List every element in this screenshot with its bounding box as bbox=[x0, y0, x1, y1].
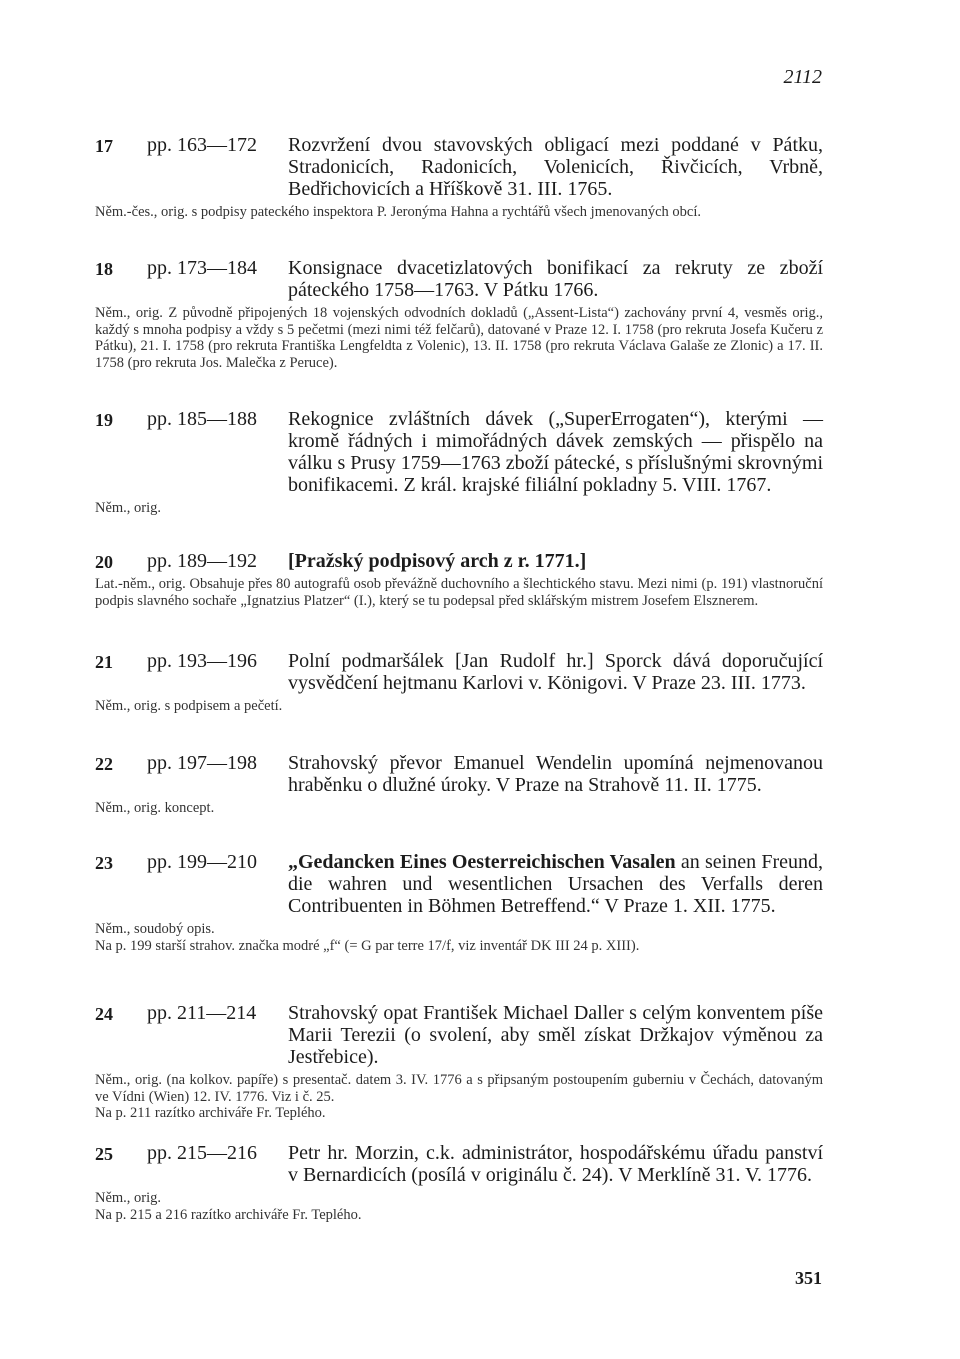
entry-pages: pp. 199—210 bbox=[147, 851, 257, 873]
entry-note: Na p. 199 starší strahov. značka modré „f“ (= G par terre 17/f, viz inventář DK III 24 p. XIII). bbox=[95, 937, 640, 954]
entry-title: „Gedancken Eines Oesterreichischen Vasalen an seinen Freund, die wahren und wesentlichen Ursachen des Verfalls deren Contribuenten in Böhmen Betreffend.“ V Praze 1. XII. 1775. bbox=[288, 851, 823, 917]
entry-note: Něm., orig. koncept. bbox=[95, 800, 215, 816]
entry-17 bbox=[95, 134, 823, 221]
entry-notes bbox=[95, 305, 823, 371]
entry-pages: pp. 197—198 bbox=[147, 752, 257, 774]
entry-pages: pp. 211—214 bbox=[147, 1002, 257, 1024]
header-page-number: 2112 bbox=[783, 66, 822, 88]
entry-18 bbox=[95, 257, 823, 371]
entry-note: Lat.-něm., orig. Obsahuje přes 80 autografů osob převážně duchovního a šlechtického stavu. Mezi nimi (p. 191) vlastnoruční podpis slavného sochaře „Ignatzius Platzer“ (I.), který se tu podepsal před sklářským mistrem Josefem Elsznerem. bbox=[95, 576, 823, 609]
entry-note: Něm., orig. Z původně připojených 18 vojenských odvodních dokladů („Assent-Lista“) zachovány první 4, vesměs orig., každý s mnoha podpisy a vždy s 5 pečetmi (mezi nimi též felčarů), datované v Praze 12. I. 1758 (pro rekruta Josefa Kučeru z Pátku), 21. I. 1758 (pro rekruta Františka Lengfeldta z Volenic), 13. II. 1758 (pro rekruta Václava Galaše ze Zlonic) a 17. II. 1758 (pro rekruta Jos. Malečka z Peruce). bbox=[95, 305, 823, 371]
entry-24 bbox=[95, 1002, 823, 1122]
entry-notes bbox=[95, 204, 823, 221]
entry-number: 22 bbox=[95, 754, 113, 774]
entry-number: 23 bbox=[95, 853, 113, 873]
entry-title-bold: „Gedancken Eines Oesterreichischen Vasalen bbox=[288, 851, 676, 873]
footer-page-number: 351 bbox=[795, 1268, 822, 1288]
entry-23 bbox=[95, 851, 823, 954]
entry-22 bbox=[95, 752, 823, 817]
entry-pages: pp. 189—192 bbox=[147, 550, 257, 572]
entry-title: Rekognice zvláštních dávek („SuperErrogaten“), kterými — kromě řádných i mimořádných dávek zemských — přispělo na válku s Prusy 1759—1763 zboží pátecké, s příslušnými skrovnými bonifikacemi. Z král. krajské filiální pokladny 5. VIII. 1767. bbox=[288, 408, 823, 496]
entry-notes bbox=[95, 1072, 823, 1122]
entry-note: Něm., orig. bbox=[95, 1190, 162, 1206]
entry-title: Polní podmaršálek [Jan Rudolf hr.] Sporck dává doporučující vysvědčení hejtmanu Karlovi v. Königovi. V Praze 23. III. 1773. bbox=[288, 650, 823, 694]
entry-20 bbox=[95, 550, 823, 609]
entry-note: Něm.-čes., orig. s podpisy pateckého inspektora P. Jeronýma Hahna a rychtářů všech jmenovaných obcí. bbox=[95, 204, 702, 220]
entry-title: Rozvržení dvou stavovských obligací mezi poddané v Pátku, Stradonicích, Radonicích, Volenicích, Řivčicích, Vrbně, Bedřichovicích a Hříškově 31. III. 1765. bbox=[288, 134, 823, 200]
entry-number: 18 bbox=[95, 259, 113, 279]
entry-notes bbox=[95, 576, 823, 609]
entry-note: Něm., orig. (na kolkov. papíře) s presentač. datem 3. IV. 1776 a s připsaným postoupením guberniu v Čechách, datovaným ve Vídni (Wien) 12. IV. 1776. Viz i č. 25. bbox=[95, 1072, 823, 1105]
entry-title: Petr hr. Morzin, c.k. administrátor, hospodářskému úřadu panství v Bernardicích (posílá v originálu č. 24). V Merklíně 31. V. 1776. bbox=[288, 1142, 823, 1186]
entry-pages: pp. 163—172 bbox=[147, 134, 257, 156]
entry-number: 21 bbox=[95, 652, 113, 672]
entry-number: 20 bbox=[95, 552, 113, 572]
entry-25 bbox=[95, 1142, 823, 1223]
entry-title: Strahovský opat František Michael Daller s celým konventem píše Marii Terezii (o svolení, aby směl získat Držkajov výměnou za Jestřebice). bbox=[288, 1002, 823, 1068]
entry-notes bbox=[95, 921, 823, 954]
entry-number: 25 bbox=[95, 1144, 113, 1164]
entry-19 bbox=[95, 408, 823, 517]
entry-note: Něm., soudobý opis. bbox=[95, 921, 215, 937]
entry-number: 24 bbox=[95, 1004, 113, 1024]
entry-notes bbox=[95, 800, 823, 817]
entry-title: Strahovský převor Emanuel Wendelin upomíná nejmenovanou hraběnku o dlužné úroky. V Praze na Strahově 11. II. 1775. bbox=[288, 752, 823, 796]
entry-number: 19 bbox=[95, 410, 113, 430]
entry-pages: pp. 193—196 bbox=[147, 650, 257, 672]
entry-notes bbox=[95, 500, 823, 517]
entry-21 bbox=[95, 650, 823, 715]
entry-notes bbox=[95, 698, 823, 715]
entry-note: Na p. 211 razítko archiváře Fr. Teplého. bbox=[95, 1105, 326, 1121]
entry-note: Něm., orig. bbox=[95, 500, 162, 516]
entry-title bbox=[288, 550, 823, 572]
entry-pages: pp. 173—184 bbox=[147, 257, 257, 279]
entry-pages: pp. 215—216 bbox=[147, 1142, 257, 1164]
entry-number: 17 bbox=[95, 136, 113, 156]
entry-note: Na p. 215 a 216 razítko archiváře Fr. Teplého. bbox=[95, 1206, 362, 1223]
entry-notes bbox=[95, 1190, 823, 1223]
entry-title-bold: [Pražský podpisový arch z r. 1771.] bbox=[288, 550, 587, 572]
entry-note: Něm., orig. s podpisem a pečetí. bbox=[95, 698, 283, 714]
entry-pages: pp. 185—188 bbox=[147, 408, 257, 430]
entry-title: Konsignace dvacetizlatových bonifikací za rekruty ze zboží páteckého 1758—1763. V Pátku 1766. bbox=[288, 257, 823, 301]
